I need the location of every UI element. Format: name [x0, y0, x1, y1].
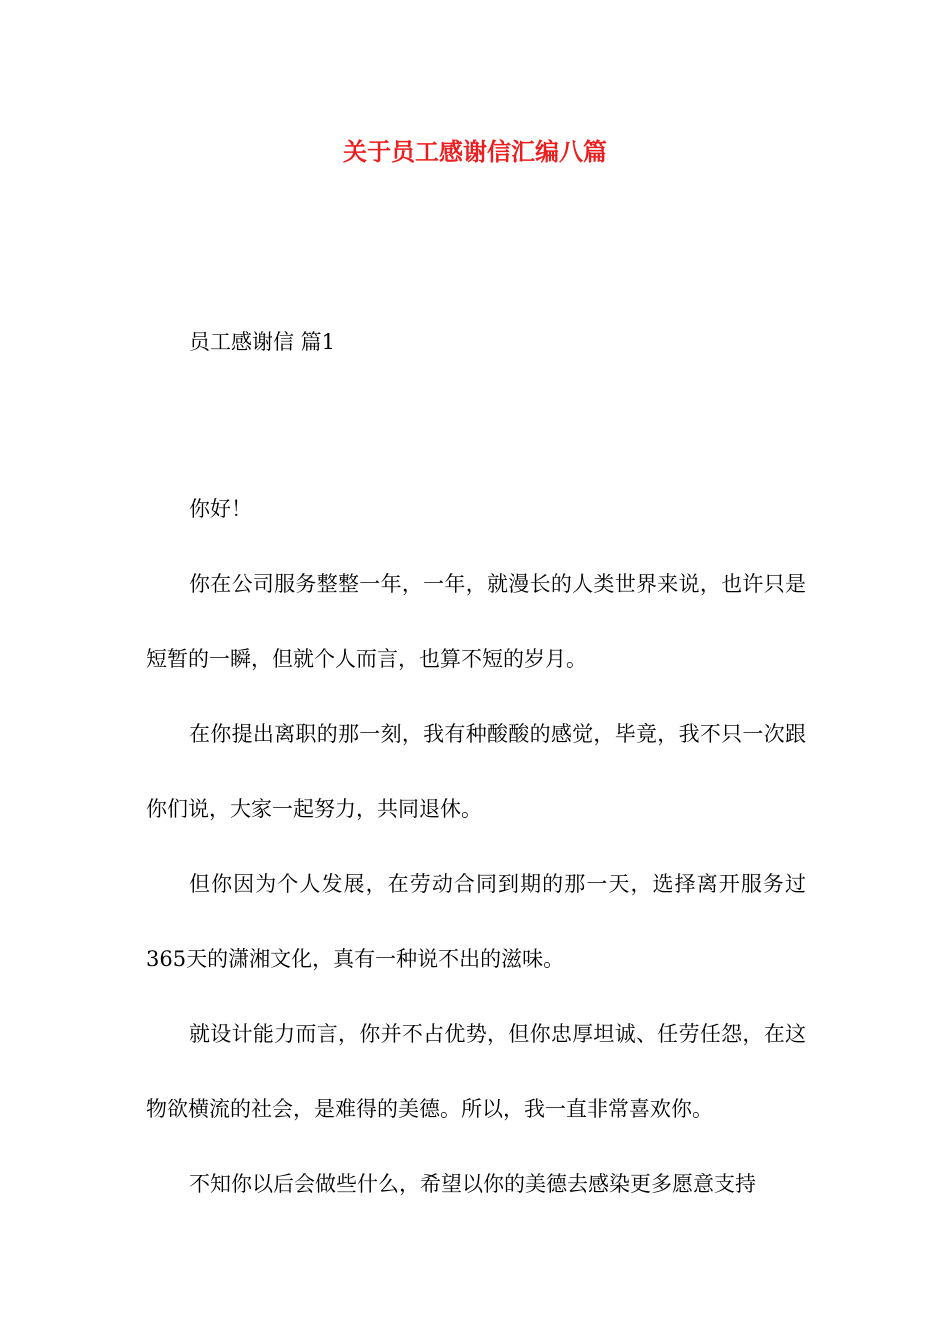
- section-heading: 员工感谢信 篇1: [189, 330, 336, 354]
- paragraph: 就设计能力而言，你并不占优势，但你忠厚坦诚、任劳任怨，在这物欲横流的社会，是难得的美德。所以，我一直非常喜欢你。: [146, 1022, 806, 1121]
- letter-body: [146, 472, 806, 1222]
- paragraph: 你在公司服务整整一年，一年，就漫长的人类世界来说，也许只是短暂的一瞬，但就个人而言，也算不短的岁月。: [146, 572, 806, 671]
- document-title: 关于员工感谢信汇编八篇: [343, 137, 607, 166]
- paragraph: 不知你以后会做些什么，希望以你的美德去感染更多愿意支持: [189, 1172, 756, 1196]
- paragraph: 在你提出离职的那一刻，我有种酸酸的感觉，毕竟，我不只一次跟你们说，大家一起努力，共同退休。: [146, 722, 806, 821]
- paragraph: 但你因为个人发展，在劳动合同到期的那一天，选择离开服务过365天的潇湘文化，真有一种说不出的滋味。: [146, 872, 806, 971]
- paragraph-greeting: 你好！: [189, 497, 252, 521]
